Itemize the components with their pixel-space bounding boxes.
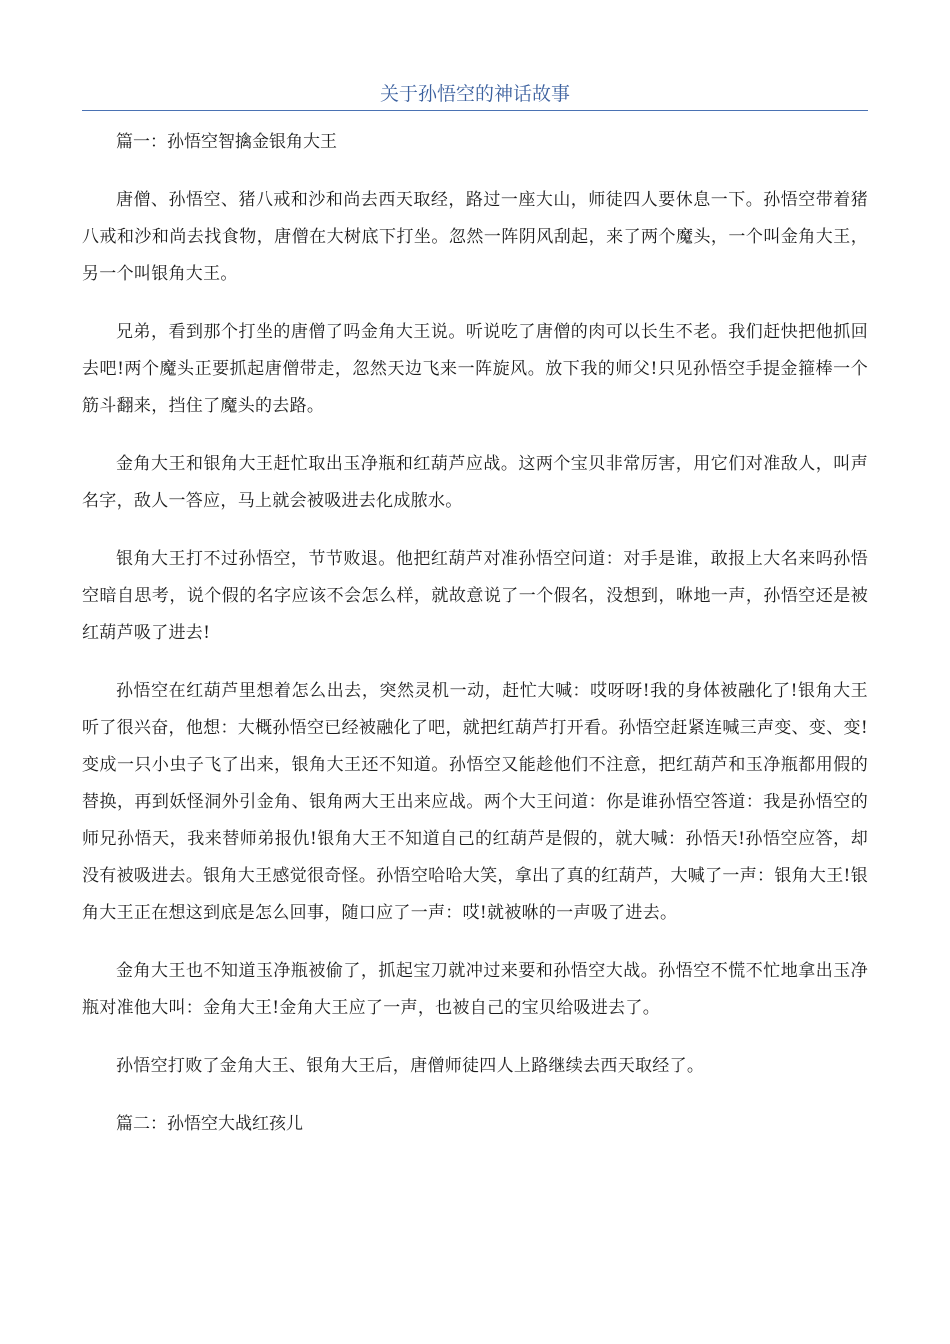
body-paragraph: 唐僧、孙悟空、猪八戒和沙和尚去西天取经，路过一座大山，师徒四人要休息一下。孙悟空带着猪八戒和沙和尚去找食物，唐僧在大树底下打坐。忽然一阵阴风刮起，来了两个魔头，一个叫金角大王，另一个叫银角大王。 [82, 190, 868, 284]
body-paragraph: 金角大王和银角大王赶忙取出玉净瓶和红葫芦应战。这两个宝贝非常厉害，用它们对准敌人，叫声名字，敌人一答应，马上就会被吸进去化成脓水。 [82, 454, 868, 511]
body-paragraph: 银角大王打不过孙悟空，节节败退。他把红葫芦对准孙悟空问道：对手是谁，敢报上大名来吗孙悟空暗自思考，说个假的名字应该不会怎么样，就故意说了一个假名，没想到，咻地一声，孙悟空还是被红葫芦吸了进去! [82, 549, 868, 643]
document-body [82, 124, 868, 1164]
section-heading: 篇二：孙悟空大战红孩儿 [116, 1114, 303, 1134]
page-header-title: 关于孙悟空的神话故事 [82, 80, 868, 111]
body-paragraph: 兄弟，看到那个打坐的唐僧了吗金角大王说。听说吃了唐僧的肉可以长生不老。我们赶快把他抓回去吧!两个魔头正要抓起唐僧带走，忽然天边飞来一阵旋风。放下我的师父!只见孙悟空手提金箍棒一个筋斗翻来，挡住了魔头的去路。 [82, 322, 868, 416]
body-paragraph: 金角大王也不知道玉净瓶被偷了，抓起宝刀就冲过来要和孙悟空大战。孙悟空不慌不忙地拿出玉净瓶对准他大叫：金角大王!金角大王应了一声，也被自己的宝贝给吸进去了。 [82, 961, 868, 1018]
body-paragraph: 孙悟空打败了金角大王、银角大王后，唐僧师徒四人上路继续去西天取经了。 [116, 1056, 705, 1076]
section-heading: 篇一：孙悟空智擒金银角大王 [116, 132, 337, 152]
body-paragraph: 孙悟空在红葫芦里想着怎么出去，突然灵机一动，赶忙大喊：哎呀呀!我的身体被融化了!银角大王听了很兴奋，他想：大概孙悟空已经被融化了吧，就把红葫芦打开看。孙悟空赶紧连喊三声变、变、变!变成一只小虫子飞了出来，银角大王还不知道。孙悟空又能趁他们不注意，把红葫芦和玉净瓶都用假的替换，再到妖怪洞外引金角、银角两大王出来应战。两个大王问道：你是谁孙悟空答道：我是孙悟空的师兄孙悟天，我来替师弟报仇!银角大王不知道自己的红葫芦是假的，就大喊：孙悟天!孙悟空应答，却没有被吸进去。银角大王感觉很奇怪。孙悟空哈哈大笑，拿出了真的红葫芦，大喊了一声：银角大王!银角大王正在想这到底是怎么回事，随口应了一声：哎!就被咻的一声吸了进去。 [82, 681, 868, 923]
